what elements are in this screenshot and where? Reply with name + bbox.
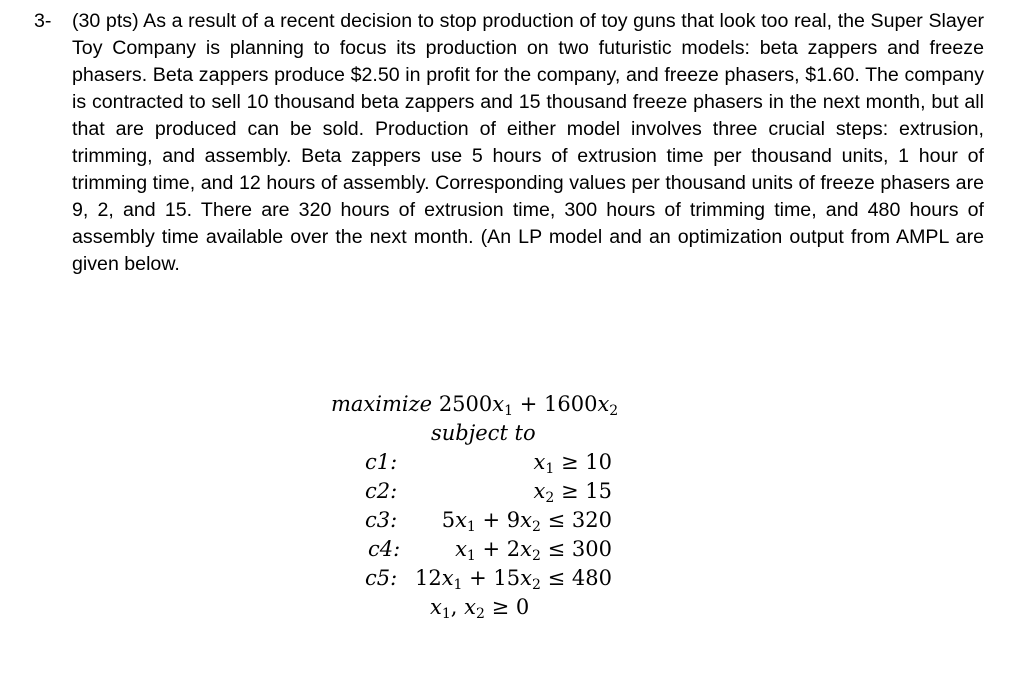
constraint-label: c5: — [365, 566, 398, 590]
nonneg-rhs: 0 — [515, 595, 530, 619]
problem-number: 3- — [34, 10, 52, 32]
constraint-c4: c4: $x_1 + 2x_2 \le 300$ — [368, 537, 612, 564]
objective-coef-2: 1600 — [543, 392, 598, 416]
objective-coef-1: 2500 — [438, 392, 493, 416]
constraint-rhs: 320 — [571, 508, 612, 532]
constraint-rhs: 15 — [585, 479, 612, 503]
constraint-rhs: 300 — [571, 537, 612, 561]
nonnegativity-row: $x_1$, $x_2 \ge 0$ — [430, 595, 530, 622]
objective-keyword: maximize — [331, 392, 433, 416]
lp-model — [300, 390, 720, 622]
constraint-c1: c1: $x_1 \ge 10$ — [365, 450, 612, 477]
problem-statement — [34, 8, 984, 278]
constraint-label: c1: — [365, 450, 398, 474]
constraint-rhs: 10 — [585, 450, 612, 474]
constraint-c2: c2: $x_2 \ge 15$ — [365, 479, 612, 506]
constraint-rhs: 480 — [571, 566, 612, 590]
objective-row: maximize $2500x_1 + 1600x_2$ — [331, 392, 619, 419]
constraint-c3: c3: $5x_1 + 9x_2 \le 320$ — [365, 508, 612, 535]
subject-to: subject to — [431, 421, 536, 445]
constraint-label: c2: — [365, 479, 398, 503]
subject-to-row — [300, 419, 720, 448]
problem-text: (30 pts) As a result of a recent decision to stop production of toy guns that look too real, the Super Slayer Toy Company is planning to focus its production on two futuristic models: beta zappers and freeze phasers. Beta zappers produce $2.50 in profit for the company, and freeze phasers, $1.60. The company is contracted to sell 10 thousand beta zappers and 15 thousand freeze phasers in the next month, but all that are produced can be sold. Production of either model involves three crucial steps: extrusion, trimming, and assembly. Beta zappers use 5 hours of extrusion time per thousand units, 1 hour of trimming time, and 12 hours of assembly. Corresponding values per thousand units of freeze phasers are 9, 2, and 15. There are 320 hours of extrusion time, 300 hours of trimming time, and 480 hours of assembly time available over the next month. (An LP model and an optimization output from AMPL are given below. — [72, 10, 984, 275]
constraint-c5: c5: $12x_1 + 15x_2 \le 480$ — [365, 566, 612, 593]
constraint-label: c4: — [368, 537, 401, 561]
constraint-label: c3: — [365, 508, 398, 532]
